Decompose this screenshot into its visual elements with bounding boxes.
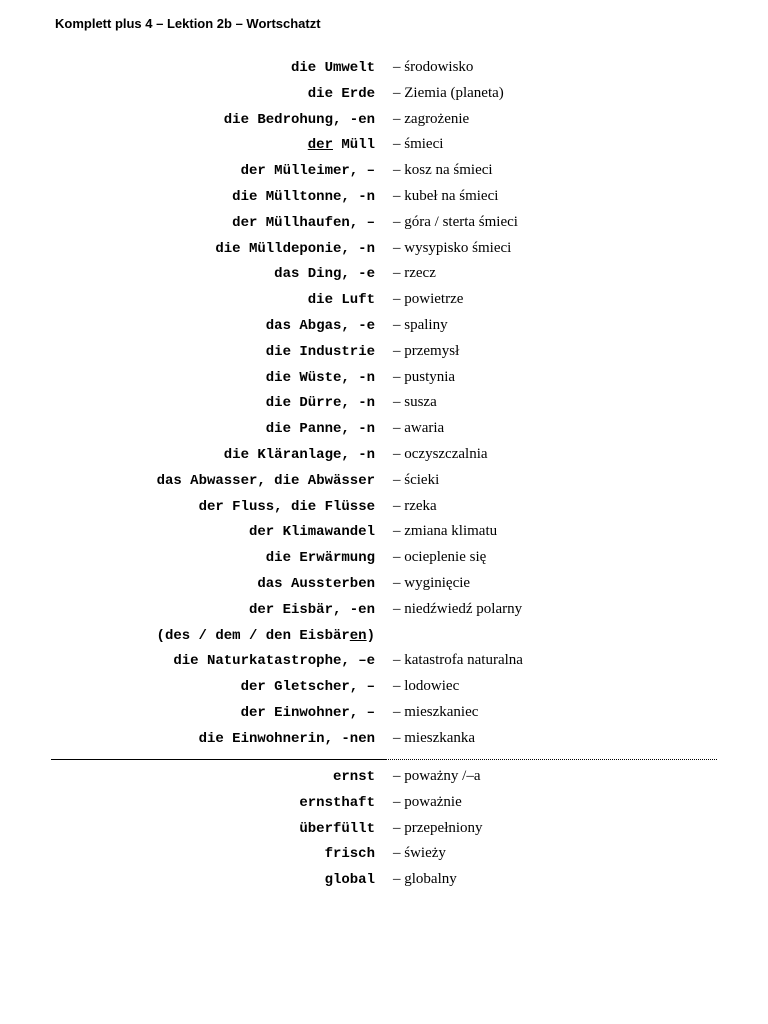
vocab-row [0,625,768,651]
polish-translation: – przemysł [393,342,460,359]
vocab-row [0,289,768,315]
german-term: das Abwasser, die Abwässer [156,472,375,489]
polish-translation: – środowisko [393,59,474,75]
german-term: ernsthaft [299,794,375,811]
german-term: die Bedrohung, -en [223,111,375,128]
polish-translation: – susza [393,394,437,411]
polish-translation: – świeży [393,845,446,862]
german-term: das Aussterben [257,575,375,592]
german-term: die Erde [307,85,375,102]
polish-translation: – poważny /–a [393,768,481,784]
declension-note-end: ) [366,627,375,644]
polish-translation: – niedźwiedź polarny [393,600,523,617]
vocab-row [0,496,768,522]
german-term: der Gletscher, – [240,679,375,696]
german-term: die Industrie [265,343,375,360]
german-term: die Mülltonne, -n [232,188,375,205]
german-term-rest: Müll [332,137,375,154]
german-term: die Dürre, -n [265,395,375,412]
polish-translation: – Ziemia (planeta) [393,84,504,101]
adjective-vocabulary-list [0,766,768,895]
german-term: die Panne, -n [265,421,375,438]
german-term: der Fluss, die Flüsse [198,498,375,515]
vocab-row [0,392,768,418]
vocab-row [0,818,768,844]
vocab-row [0,843,768,869]
german-term: die Erwärmung [265,550,375,567]
german-term: die Luft [307,292,375,309]
polish-translation: – ścieki [393,471,440,488]
polish-translation: – ocieplenie się [393,549,487,566]
underlined-article: der [307,137,333,154]
divider-solid-line [51,759,385,760]
polish-translation: – góra / sterta śmieci [393,213,518,230]
polish-translation: – globalny [393,871,457,888]
polish-translation: – wyginięcie [393,574,471,591]
german-term: der Klimawandel [248,524,375,541]
vocab-row [0,238,768,264]
german-term [157,628,375,644]
vocab-row [0,418,768,444]
german-term: die Einwohnerin, -nen [198,730,375,747]
polish-translation: – lodowiec [393,678,460,695]
german-term: die Umwelt [290,60,375,76]
polish-translation: – poważnie [393,793,462,810]
german-term: frisch [324,846,375,863]
polish-translation: – kubeł na śmieci [393,187,499,204]
german-term: das Abgas, -e [265,317,375,334]
german-term: die Naturkatastrophe, –e [173,653,375,670]
underlined-ending: en [349,627,367,644]
vocab-row [0,83,768,109]
vocab-row [0,521,768,547]
polish-translation: – mieszkanka [393,729,476,746]
german-term: der Einwohner, – [240,704,375,721]
vocab-row [0,470,768,496]
vocab-row [0,702,768,728]
polish-translation: – zagrożenie [393,110,470,127]
polish-translation: – rzecz [393,265,436,282]
vocab-row [0,341,768,367]
vocab-row [0,547,768,573]
vocab-row [0,367,768,393]
page-title: Komplett plus 4 – Lektion 2b – Wortschatzt [55,16,321,31]
vocab-row [0,573,768,599]
polish-translation: – katastrofa naturalna [393,652,523,669]
vocab-row [0,315,768,341]
polish-translation: – awaria [393,420,445,437]
polish-translation: – przepełniony [393,819,483,836]
vocab-row [0,650,768,676]
polish-translation: – kosz na śmieci [393,162,493,179]
polish-translation: – pustynia [393,368,456,385]
polish-translation: – oczyszczalnia [393,445,488,462]
vocab-row [0,676,768,702]
german-term: das Ding, -e [274,266,375,283]
vocab-row [0,134,768,160]
vocab-row [0,766,768,792]
polish-translation: – powietrze [393,291,464,308]
polish-translation: – spaliny [393,316,448,333]
vocab-row [0,263,768,289]
declension-note: (des / dem / den Eisbär [156,627,350,644]
german-term: der Mülleimer, – [240,163,375,180]
german-term: die Kläranlage, -n [223,446,375,463]
vocab-row [0,728,768,754]
vocab-row [0,599,768,625]
german-term: überfüllt [299,820,375,837]
divider-dotted-line [385,759,717,760]
polish-translation: – śmieci [393,136,444,153]
noun-vocabulary-list [0,57,768,754]
german-term: der Müllhaufen, – [232,214,375,231]
polish-translation: – zmiana klimatu [393,523,498,540]
german-term: global [324,872,375,889]
polish-translation: – rzeka [393,497,437,514]
german-term: ernst [332,769,375,785]
german-term: die Mülldeponie, -n [215,240,375,257]
polish-translation: – mieszkaniec [393,703,479,720]
vocab-row [0,160,768,186]
vocab-row [0,109,768,135]
vocab-row [0,869,768,895]
vocab-row [0,57,768,83]
vocab-row [0,186,768,212]
german-term [308,137,375,153]
vocab-row [0,444,768,470]
vocab-row [0,212,768,238]
german-term: die Wüste, -n [265,369,375,386]
polish-translation: – wysypisko śmieci [393,239,512,256]
german-term: der Eisbär, -en [248,601,375,618]
vocab-row [0,792,768,818]
